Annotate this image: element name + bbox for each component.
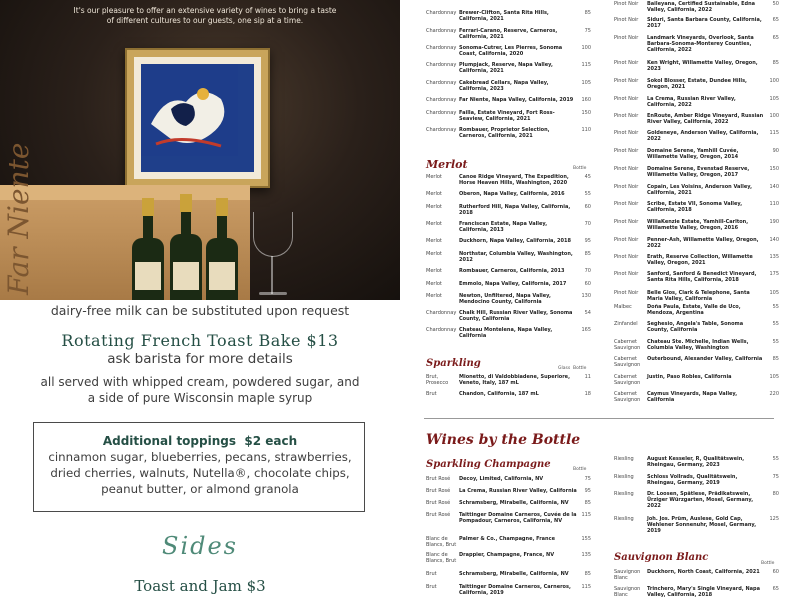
toppings-line-2: dried cherries, walnuts, Nutella®, chocolate chips,	[50, 466, 350, 480]
wine-name: La Crema, Russian River Valley, California	[459, 488, 577, 494]
wine-type: Pinot Noir	[614, 271, 639, 277]
wine-price: 150	[769, 166, 779, 172]
wine-row	[426, 127, 591, 139]
wine-type: Chardonnay	[426, 127, 457, 133]
wine-row	[614, 290, 779, 302]
wine-type: Chardonnay	[426, 10, 457, 16]
wine-type: Merlot	[426, 293, 442, 299]
wine-name: Chandon, California, 187 mL	[459, 391, 539, 397]
wine-type: Chardonnay	[426, 310, 457, 316]
wine-name: Penner-Ash, Willamette Valley, Oregon, 2022	[647, 237, 759, 249]
wine-type: Merlot	[426, 191, 442, 197]
wine-price: 190	[769, 219, 779, 225]
wine-row	[426, 391, 605, 397]
wine-row	[614, 184, 779, 196]
wine-row	[426, 327, 591, 339]
wine-name: Rombauer, Proprietor Selection, Carneros, California, 2021	[459, 127, 550, 139]
wine-type: Chardonnay	[426, 110, 457, 116]
wine-price: 175	[769, 271, 779, 277]
wine-price: 75	[584, 28, 591, 34]
wine-type: Chardonnay	[426, 327, 457, 333]
wine-price: 105	[769, 374, 779, 380]
wine-price: 110	[581, 127, 591, 133]
wine-price: 65	[772, 35, 779, 41]
wine-price: 80	[772, 491, 779, 497]
toppings-line-1: cinnamon sugar, blueberries, pecans, strawberries,	[48, 450, 352, 464]
wine-price: 140	[769, 237, 779, 243]
bottle-col-header: Bottle	[573, 166, 587, 171]
wine-type: Merlot	[426, 251, 442, 257]
wine-row	[426, 512, 591, 524]
wine-price: 75	[584, 476, 591, 482]
wine-row	[614, 201, 779, 213]
wine-glass	[253, 212, 293, 257]
wine-price: 90	[772, 148, 779, 154]
wine-price: 55	[772, 456, 779, 462]
wine-name: Sokol Blosser, Estate, Dundee Hills, Oregon, 2021	[647, 78, 747, 90]
wine-price: 85	[772, 60, 779, 66]
wine-price: 50	[772, 1, 779, 7]
bottle-col-header-4: Bottle	[761, 561, 775, 566]
wine-price: 135	[769, 254, 779, 260]
wine-name: Palmer & Co., Champagne, France	[459, 536, 555, 542]
wine-price: 100	[769, 113, 779, 119]
wine-type: Merlot	[426, 174, 442, 180]
dairy-note: dairy-free milk can be substituted upon request	[50, 303, 350, 318]
wine-type: Merlot	[426, 238, 442, 244]
wine-row	[614, 456, 779, 468]
wine-type: Pinot Noir	[614, 113, 639, 119]
wine-name: Taittinger Domaine Carneros, Cuvée de la Pompadour, Carneros, California, NV	[459, 512, 577, 524]
wine-name: Cakebread Cellars, Napa Valley, California, 2023	[459, 80, 549, 92]
wine-price: 85	[584, 500, 591, 506]
wine-price: 55	[584, 191, 591, 197]
wine-name: Duckhorn, North Coast, California, 2021	[647, 569, 760, 575]
wine-type: Brut Rosé	[426, 512, 451, 518]
wine-row	[426, 10, 591, 22]
wine-price: 130	[581, 293, 591, 299]
wine-name: Erath, Reserve Collection, Willamette Valley, Oregon, 2021	[647, 254, 753, 266]
sides-heading: Sides	[162, 532, 238, 560]
wine-row	[426, 488, 591, 494]
wine-name: Oberon, Napa Valley, California, 2016	[459, 191, 565, 197]
wine-type: Brut Rosé	[426, 476, 451, 482]
wine-type: Pinot Noir	[614, 1, 639, 7]
wine-type: Chardonnay	[426, 80, 457, 86]
wine-name: Failla, Estate Vineyard, Fort Ross-Seaview, California, 2021	[459, 110, 555, 122]
wine-name: Justin, Paso Robles, California	[647, 374, 732, 380]
wine-type: Cabernet Sauvignon	[614, 374, 641, 386]
sparkling-champagne-heading: Sparkling Champagne	[426, 459, 551, 470]
wine-type: Riesling	[614, 474, 634, 480]
wine-row	[426, 268, 591, 274]
wine-row	[614, 569, 779, 581]
wine-price: 150	[581, 110, 591, 116]
wine-row	[614, 96, 779, 108]
wine-name: Brewer-Clifton, Santa Rita Hills, California, 2021	[459, 10, 549, 22]
wine-type: Pinot Noir	[614, 184, 639, 190]
bottle-col-header-3: Bottle	[573, 467, 587, 472]
wine-price: 160	[581, 97, 591, 103]
french-toast-title: Rotating French Toast Bake $13	[61, 331, 339, 350]
wine-price: 60	[584, 281, 591, 287]
wine-type: Brut, Prosecco	[426, 374, 449, 386]
wine-glass-price: 11	[584, 374, 591, 380]
wine-row	[426, 571, 591, 577]
wine-type: Pinot Noir	[614, 60, 639, 66]
wine-row	[426, 293, 591, 305]
wine-name: Schramsberg, Mirabelle, California, NV	[459, 571, 569, 577]
wine-name: Schloss Vollrads, Qualitätswein, Rheingau, Germany, 2019	[647, 474, 738, 486]
wine-type: Pinot Noir	[614, 35, 639, 41]
sauvignon-heading: Sauvignon Blanc	[614, 552, 709, 563]
wine-row	[614, 113, 779, 125]
wine-row	[614, 271, 779, 283]
toppings-line-3: peanut butter, or almond granola	[101, 482, 299, 496]
wine-row	[426, 221, 591, 233]
toppings-title: Additional toppings $2 each	[102, 434, 298, 448]
wine-price: 85	[584, 10, 591, 16]
wine-name: Duckhorn, Napa Valley, California, 2018	[459, 238, 571, 244]
wine-name: Sonoma-Cutrer, Les Pierres, Sonoma Coast, California, 2020	[459, 45, 563, 57]
wine-price: 135	[581, 552, 591, 558]
wine-glass-price: 18	[584, 391, 591, 397]
wine-price: 155	[581, 536, 591, 542]
wine-name: Rutherford Hill, Napa Valley, California, 2018	[459, 204, 571, 216]
wine-name: Franciscan Estate, Napa Valley, California, 2013	[459, 221, 548, 233]
wine-price: 55	[772, 339, 779, 345]
wine-row	[614, 219, 779, 231]
wine-row	[426, 45, 591, 57]
wine-name: Chateau Montelena, Napa Valley, California	[459, 327, 553, 339]
wine-row	[614, 254, 779, 266]
wine-name: Newton, Unfiltered, Napa Valley, Mendocino County, California	[459, 293, 551, 305]
wine-row	[426, 191, 591, 197]
wine-type: Pinot Noir	[614, 290, 639, 296]
wine-row	[614, 60, 779, 72]
wine-price: 100	[769, 78, 779, 84]
wine-price: 95	[584, 488, 591, 494]
wine-name: Seghesio, Angela's Table, Sonoma County, California	[647, 321, 744, 333]
wine-price: 55	[772, 321, 779, 327]
wine-name: Schramsberg, Mirabelle, California, NV	[459, 500, 569, 506]
wine-row	[614, 516, 779, 534]
wine-type: Brut	[426, 391, 437, 397]
wine-type: Pinot Noir	[614, 201, 639, 207]
wine-name: Domaine Serene, Evenstad Reserve, Willamette Valley, Oregon, 2017	[647, 166, 750, 178]
wine-row	[614, 35, 779, 53]
wine-type: Cabernet Sauvignon	[614, 339, 641, 351]
wine-row	[614, 321, 779, 333]
wine-price: 100	[581, 45, 591, 51]
wine-name: Emmolo, Napa Valley, California, 2017	[459, 281, 567, 287]
wine-name: Chalk Hill, Russian River Valley, Sonoma County, California	[459, 310, 573, 322]
intro-text: It's our pleasure to offer an extensive variety of wines to bring a taste of different cultures to our guests, one sip at a time.	[73, 6, 337, 25]
wine-row	[614, 148, 779, 160]
wine-row	[614, 391, 779, 403]
wine-price: 54	[584, 310, 591, 316]
wine-name: Ken Wright, Willamette Valley, Oregon, 2023	[647, 60, 758, 72]
toast-title: Toast and Jam $3	[134, 577, 266, 595]
wine-bottle-1	[132, 238, 164, 300]
wine-row	[426, 584, 591, 596]
wine-row	[426, 500, 591, 506]
wine-type: Merlot	[426, 281, 442, 287]
wine-row	[614, 130, 779, 142]
wine-type: Brut	[426, 584, 437, 590]
wine-type: Pinot Noir	[614, 219, 639, 225]
wine-type: Merlot	[426, 204, 442, 210]
wine-row	[426, 97, 591, 103]
wine-price	[591, 374, 605, 386]
wine-list	[400, 0, 800, 600]
wine-row	[426, 536, 591, 548]
wine-type: Pinot Noir	[614, 78, 639, 84]
wine-type: Blanc de Blancs, Brut	[426, 552, 457, 564]
wines-by-bottle-heading: Wines by the Bottle	[426, 432, 581, 448]
wine-type: Merlot	[426, 268, 442, 274]
wine-name: Chateau Ste. Michelle, Indian Wells, Columbia Valley, Washington	[647, 339, 749, 351]
wine-name: Drappier, Champagne, France, NV	[459, 552, 555, 558]
wine-price: 60	[584, 204, 591, 210]
wine-row	[426, 552, 591, 564]
wine-name: Northstar, Columbia Valley, Washington, 2012	[459, 251, 573, 263]
wine-row	[614, 1, 779, 13]
wine-row	[614, 237, 779, 249]
wine-name: Landmark Vineyards, Overlook, Santa Barbara-Sonoma-Monterey Counties, California, 2022	[647, 35, 754, 53]
wine-name: Joh. Jos. Prüm, Auslese, Gold Cap, Wehlener Sonnenuhr, Mosel, Germany, 2019	[647, 516, 757, 534]
wine-price: 115	[581, 512, 591, 518]
wine-name: Caymus Vineyards, Napa Valley, California	[647, 391, 738, 403]
wine-type: Brut	[426, 571, 437, 577]
wine-name: WillaKenzie Estate, Yamhill-Carlton, Willamette Valley, Oregon, 2016	[647, 219, 749, 231]
wine-type: Pinot Noir	[614, 17, 639, 23]
wine-row	[614, 339, 779, 351]
wine-type: Pinot Noir	[614, 237, 639, 243]
wine-price: 220	[769, 391, 779, 397]
wine-price: 115	[581, 62, 591, 68]
wine-type: Pinot Noir	[614, 254, 639, 260]
wine-price: 65	[772, 17, 779, 23]
wine-price: 105	[581, 80, 591, 86]
wine-name: Outerbound, Alexander Valley, California	[647, 356, 763, 362]
section-divider	[424, 418, 774, 419]
wine-row	[426, 28, 591, 40]
wine-name: Taittinger Domaine Carneros, Carneros, California, 2019	[459, 584, 571, 596]
wine-type: Chardonnay	[426, 45, 457, 51]
wine-name: EnRoute, Amber Ridge Vineyard, Russian River Valley, California, 2022	[647, 113, 764, 125]
wine-name: Goldeneye, Anderson Valley, California, 2022	[647, 130, 759, 142]
wine-name: Domaine Serene, Yamhill Cuvée, Willamette Valley, Oregon, 2014	[647, 148, 739, 160]
wine-name: Far Niente, Napa Valley, California, 2019	[459, 97, 574, 103]
bottle-col-header-2: Bottle	[573, 366, 587, 371]
wine-type: Chardonnay	[426, 62, 457, 68]
wine-name: August Kesseler, R, Qualitätswein, Rheingau, Germany, 2023	[647, 456, 745, 468]
wine-price: 140	[769, 184, 779, 190]
wine-row	[426, 310, 591, 322]
wine-name: Copain, Les Voisins, Anderson Valley, California, 2021	[647, 184, 753, 196]
wine-row	[614, 17, 779, 29]
wine-price: 60	[772, 569, 779, 575]
wine-name: Doña Paula, Estate, Valle de Uco, Mendoza, Argentina	[647, 304, 741, 316]
wine-name: Canoe Ridge Vineyard, The Expedition, Horse Heaven Hills, Washington, 2020	[459, 174, 569, 186]
wine-price: 165	[581, 327, 591, 333]
ask-barista: ask barista for more details	[107, 351, 293, 367]
wine-type: Zinfandel	[614, 321, 638, 327]
wine-price: 85	[772, 356, 779, 362]
wine-row	[426, 281, 591, 287]
wine-photo	[0, 0, 400, 300]
wine-type: Cabernet Sauvignon	[614, 391, 641, 403]
framed-artwork	[125, 48, 270, 188]
wine-price: 95	[584, 238, 591, 244]
wine-type: Pinot Noir	[614, 96, 639, 102]
wine-name: Plumpjack, Reserve, Napa Valley, California, 2021	[459, 62, 553, 74]
wine-row	[426, 110, 591, 122]
wine-row	[614, 304, 779, 316]
served-line-2: a side of pure Wisconsin maple syrup	[87, 391, 313, 405]
wine-type: Pinot Noir	[614, 166, 639, 172]
served-line-1: all served with whipped cream, powdered sugar, and	[40, 375, 360, 389]
wine-price: 105	[769, 290, 779, 296]
wine-type: Brut Rosé	[426, 500, 451, 506]
wine-type: Cabernet Sauvignon	[614, 356, 641, 368]
wine-type: Pinot Noir	[614, 148, 639, 154]
wine-type: Chardonnay	[426, 97, 457, 103]
wine-type: Malbec	[614, 304, 632, 310]
wine-name: Trinchero, Mary's Single Vineyard, Napa Valley, California, 2018	[647, 586, 760, 598]
wine-name: Mionetto, di Valdobbiadene, Superiore, Veneto, Italy, 187 mL	[459, 374, 570, 386]
wine-name: Ferrari-Carano, Reserve, Carneros, California, 2021	[459, 28, 558, 40]
artwork-image	[141, 64, 238, 156]
wine-bottle-2	[170, 234, 202, 300]
wine-name: Belle Glos, Clark & Telephone, Santa Maria Valley, California	[647, 290, 750, 302]
wine-row	[614, 374, 779, 386]
wine-price: 110	[769, 201, 779, 207]
wine-row	[426, 204, 591, 216]
wine-row	[426, 80, 591, 92]
wine-row	[426, 238, 591, 244]
crate-logo: Far Niente	[2, 142, 35, 295]
wine-type: Riesling	[614, 456, 634, 462]
wine-row	[614, 356, 779, 368]
wine-name: Decoy, Limited, California, NV	[459, 476, 544, 482]
wine-type: Riesling	[614, 516, 634, 522]
wine-price: 115	[769, 130, 779, 136]
wine-row	[614, 78, 779, 90]
wine-type: Chardonnay	[426, 28, 457, 34]
wine-row	[614, 491, 779, 509]
wine-price: 45	[584, 174, 591, 180]
wine-type: Pinot Noir	[614, 130, 639, 136]
wine-price: 65	[772, 586, 779, 592]
glass-col-header: Glass	[558, 366, 571, 371]
wine-bottle-3	[206, 238, 238, 300]
wine-name: La Crema, Russian River Valley, California, 2022	[647, 96, 736, 108]
wine-price: 125	[769, 516, 779, 522]
wine-price: 105	[769, 96, 779, 102]
wine-name: Scribe, Estate VII, Sonoma Valley, California, 2018	[647, 201, 743, 213]
wine-price: 70	[584, 268, 591, 274]
sparkling-heading: Sparkling	[426, 358, 481, 369]
wine-price: 85	[584, 571, 591, 577]
wine-name: Dr. Loosen, Spätlese, Prädikatswein, Ürziger Würzgarten, Mosel, Germany, 2022	[647, 491, 754, 509]
wine-row	[426, 62, 591, 74]
wine-type: Riesling	[614, 491, 634, 497]
wine-row	[426, 374, 605, 386]
wine-type: Merlot	[426, 221, 442, 227]
wine-row	[426, 174, 591, 186]
wine-type: Sauvignon Blanc	[614, 569, 641, 581]
wine-row	[614, 586, 779, 598]
wine-name: Sanford, Sanford & Benedict Vineyard, Santa Rita Hills, California, 2018	[647, 271, 757, 283]
wine-type: Blanc de Blancs, Brut	[426, 536, 457, 548]
wine-row	[614, 166, 779, 178]
wine-price	[591, 391, 605, 397]
wine-type: Brut Rosé	[426, 488, 451, 494]
wine-price: 70	[584, 221, 591, 227]
wine-type: Sauvignon Blanc	[614, 586, 641, 598]
wine-name: Siduri, Santa Barbara County, California, 2017	[647, 17, 762, 29]
wine-price: 85	[584, 251, 591, 257]
wine-row	[614, 474, 779, 486]
wine-price: 115	[581, 584, 591, 590]
merlot-heading: Merlot	[426, 158, 468, 171]
wine-row	[426, 251, 591, 263]
wine-name: Baileyana, Certified Sustainable, Edna Valley, California, 2022	[647, 1, 756, 13]
wine-name: Rombauer, Carneros, California, 2013	[459, 268, 565, 274]
wine-price: 75	[772, 474, 779, 480]
wine-price: 55	[772, 304, 779, 310]
breakfast-menu	[0, 300, 400, 600]
wine-row	[426, 476, 591, 482]
